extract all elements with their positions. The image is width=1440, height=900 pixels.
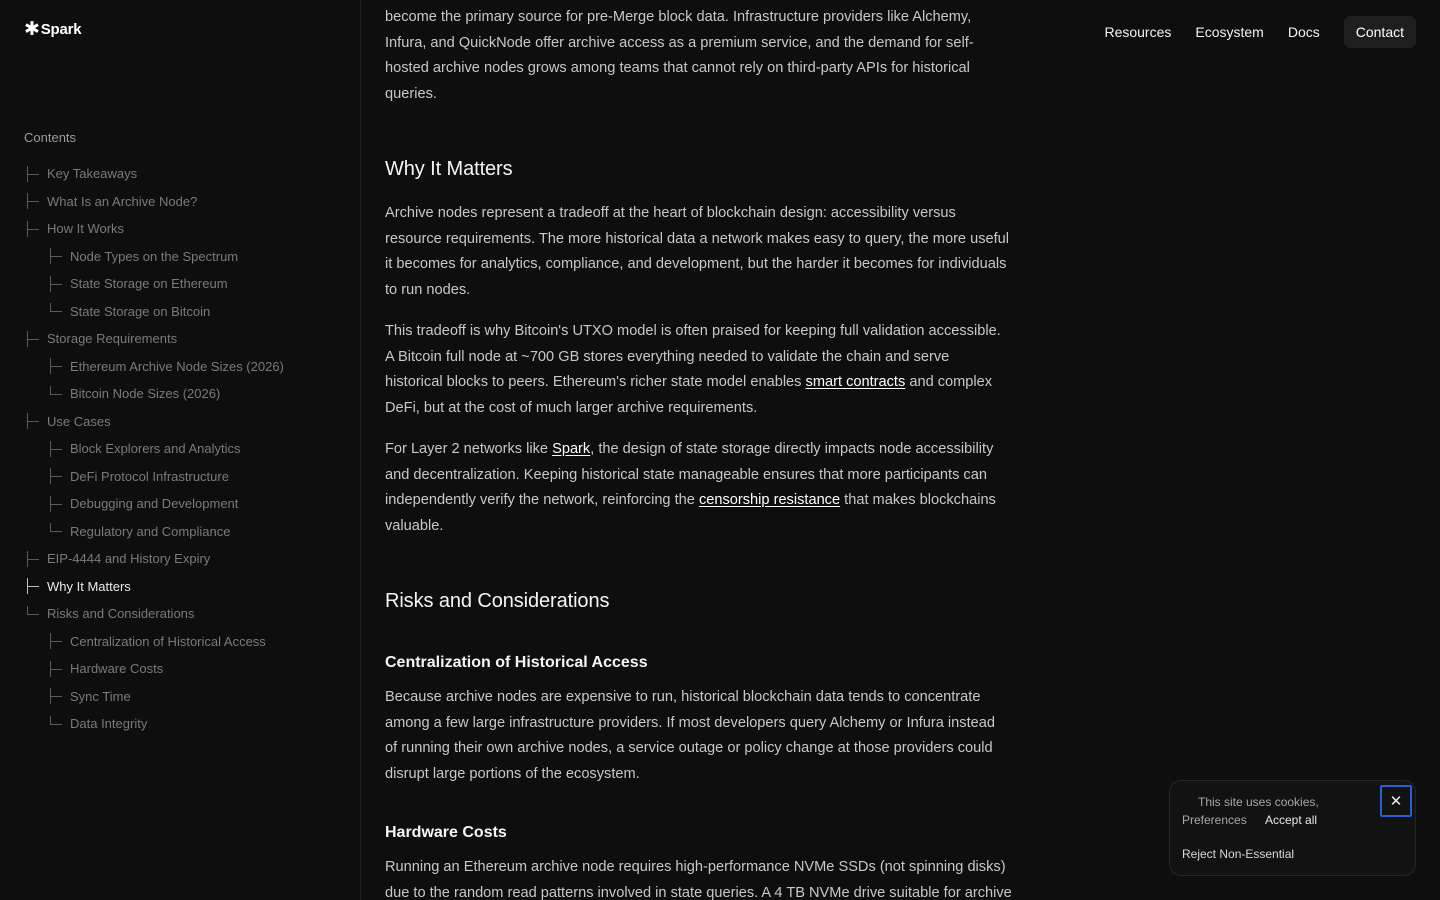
text-line: of running their own archive nodes, a service outage or policy change at those providers could	[385, 740, 993, 757]
contact-button[interactable]: Contact	[1344, 16, 1416, 48]
text-line: disrupt large portions of the ecosystem.	[385, 766, 640, 783]
toc-item-label: State Storage on Bitcoin	[70, 303, 211, 319]
toc-item[interactable]	[24, 270, 284, 298]
toc-item-label: What Is an Archive Node?	[47, 193, 198, 209]
text-line: to run nodes.	[385, 282, 471, 299]
text-line: among a few large infrastructure providers. If most developers query Alchemy or Infura instead	[385, 714, 995, 731]
hardware-paragraph	[385, 855, 1057, 900]
tree-branch-icon	[24, 193, 42, 209]
toc-item[interactable]	[24, 188, 284, 216]
text-line: , the design of state storage directly impacts node accessibility	[590, 441, 994, 457]
cookie-accept-all-button[interactable]: Accept all	[1265, 813, 1318, 827]
toc-item-label: Data Integrity	[70, 716, 148, 732]
why-paragraph-1	[385, 201, 1057, 304]
text-line: Running an Ethereum archive node requires high-performance NVMe SSDs (not spinning disks)	[385, 859, 1006, 875]
smart-contracts-link[interactable]: smart contracts	[805, 374, 906, 391]
toc-item-label: Sync Time	[70, 688, 131, 704]
toc-item-label: Ethereum Archive Node Sizes (2026)	[70, 358, 284, 374]
toc-item[interactable]	[24, 353, 284, 381]
text-line: This tradeoff is why Bitcoin's UTXO model is often praised for keeping full validation accessible.	[385, 323, 1001, 339]
toc-item[interactable]	[24, 160, 284, 188]
toc-item[interactable]	[24, 628, 284, 656]
nav-docs-link[interactable]: Docs	[1287, 24, 1320, 40]
tree-branch-icon	[47, 468, 65, 484]
toc-item[interactable]	[24, 600, 284, 628]
tree-branch-icon	[47, 633, 65, 649]
tree-branch-icon	[47, 303, 65, 319]
toc-item[interactable]	[24, 710, 284, 738]
toc-item[interactable]	[24, 655, 284, 683]
nav-ecosystem-link[interactable]: Ecosystem	[1195, 24, 1264, 40]
text-line: queries.	[385, 86, 437, 103]
nav-resources-link[interactable]: Resources	[1104, 24, 1172, 40]
tree-branch-icon	[47, 716, 65, 732]
tree-branch-icon	[47, 358, 65, 374]
toc-item-label: DeFi Protocol Infrastructure	[70, 468, 229, 484]
table-of-contents-sidebar	[0, 0, 361, 900]
hardware-costs-heading: Hardware Costs	[385, 824, 507, 841]
censorship-resistance-link[interactable]: censorship resistance	[698, 492, 841, 509]
text-line: become the primary source for pre-Merge block data. Infrastructure providers like Alchemy,	[385, 9, 972, 25]
toc-item[interactable]	[24, 518, 284, 546]
tree-branch-icon	[24, 413, 42, 429]
toc-item-label: Regulatory and Compliance	[70, 523, 231, 539]
cookie-message: This site uses cookies,	[1198, 795, 1319, 809]
text-line: resource requirements. The more historical data a network makes easy to query, the more useful	[385, 230, 1010, 247]
toc-item[interactable]	[24, 325, 284, 353]
why-paragraph-2	[385, 319, 1057, 422]
text-line: Archive nodes represent a tradeoff at the heart of blockchain design: accessibility versus	[385, 205, 956, 221]
tree-branch-icon	[24, 578, 42, 594]
toc-item[interactable]	[24, 380, 284, 408]
cookie-preferences-button[interactable]: Preferences	[1182, 813, 1247, 827]
toc-item-label: Block Explorers and Analytics	[70, 441, 241, 457]
toc-item-label: Storage Requirements	[47, 331, 178, 347]
tree-branch-icon	[47, 276, 65, 292]
text-line: it becomes for analytics, compliance, and development, but the harder it becomes for individuals	[385, 256, 1007, 273]
text-line: and complex	[905, 374, 993, 391]
toc-item[interactable]	[24, 683, 284, 711]
text-line: A Bitcoin full node at ~700 GB stores everything needed to validate the chain and serve	[385, 348, 950, 365]
toc-item-label: How It Works	[47, 221, 125, 237]
tree-branch-icon	[24, 551, 42, 567]
centralization-heading: Centralization of Historical Access	[385, 654, 648, 671]
tree-branch-icon	[24, 166, 42, 182]
tree-branch-icon	[47, 523, 65, 539]
tree-branch-icon	[47, 688, 65, 704]
toc-item-label: Debugging and Development	[70, 496, 239, 512]
toc-list	[24, 160, 284, 738]
tree-branch-icon	[47, 441, 65, 457]
text-line: historical blocks to peers. Ethereum's richer state model enables	[385, 374, 806, 391]
tree-branch-icon	[47, 661, 65, 677]
why-paragraph-3	[385, 437, 1057, 540]
logo-text: Spark	[40, 21, 82, 38]
centralization-paragraph	[385, 685, 1057, 788]
text-line: independently verify the network, reinforcing the	[385, 492, 699, 509]
cookie-reject-button[interactable]: Reject Non-Essential	[1182, 847, 1295, 861]
text-line: For Layer 2 networks like	[385, 441, 553, 457]
toc-item[interactable]	[24, 573, 284, 601]
cookie-banner	[1169, 780, 1416, 876]
toc-item[interactable]	[24, 298, 284, 326]
toc-item[interactable]	[24, 435, 284, 463]
tree-branch-icon	[24, 331, 42, 347]
toc-item[interactable]	[24, 545, 284, 573]
toc-item-label: Risks and Considerations	[47, 606, 195, 622]
tree-branch-icon	[47, 496, 65, 512]
tree-branch-icon	[47, 386, 65, 402]
risks-heading: Risks and Considerations	[385, 590, 610, 612]
toc-item[interactable]	[24, 490, 284, 518]
toc-item-label: Key Takeaways	[47, 166, 138, 182]
toc-item-label: Use Cases	[47, 413, 111, 429]
text-line: hosted archive nodes grows among teams that cannot rely on third-party APIs for historical	[385, 60, 970, 77]
tree-branch-icon	[47, 248, 65, 264]
toc-item-label: Why It Matters	[47, 578, 131, 594]
text-line: Because archive nodes are expensive to run, historical blockchain data tends to concentrate	[385, 689, 981, 705]
toc-item-label: Centralization of Historical Access	[70, 633, 266, 649]
toc-item-label: EIP-4444 and History Expiry	[47, 551, 211, 567]
close-icon[interactable]: ✕	[1380, 785, 1412, 817]
text-line: due to the random read patterns involved in state queries. A 4 TB NVMe drive suitable for archive	[385, 884, 1012, 900]
toc-item-label: Bitcoin Node Sizes (2026)	[70, 386, 221, 402]
toc-heading: Contents	[24, 130, 77, 145]
text-line: and decentralization. Keeping historical state manageable ensures that more participants can	[385, 466, 987, 483]
text-line: Infura, and QuickNode offer archive access as a premium service, and the demand for self-	[385, 34, 974, 51]
intro-paragraph	[385, 5, 1057, 108]
tree-branch-icon	[24, 606, 42, 622]
toc-item[interactable]	[24, 215, 284, 243]
toc-item[interactable]	[24, 243, 284, 271]
toc-item[interactable]	[24, 463, 284, 491]
toc-item-label: Node Types on the Spectrum	[70, 248, 239, 264]
top-nav	[1092, 16, 1416, 48]
text-line: DeFi, but at the cost of much larger archive requirements.	[385, 400, 758, 417]
spark-link[interactable]: Spark	[552, 441, 591, 457]
tree-branch-icon	[24, 221, 42, 237]
toc-item-label: Hardware Costs	[70, 661, 164, 677]
text-line: valuable.	[385, 518, 444, 535]
toc-item-label: State Storage on Ethereum	[70, 276, 228, 292]
why-it-matters-heading: Why It Matters	[385, 158, 513, 180]
text-line: that makes blockchains	[840, 492, 996, 509]
spark-asterisk-icon: ✱	[24, 19, 40, 40]
toc-item[interactable]	[24, 408, 284, 436]
